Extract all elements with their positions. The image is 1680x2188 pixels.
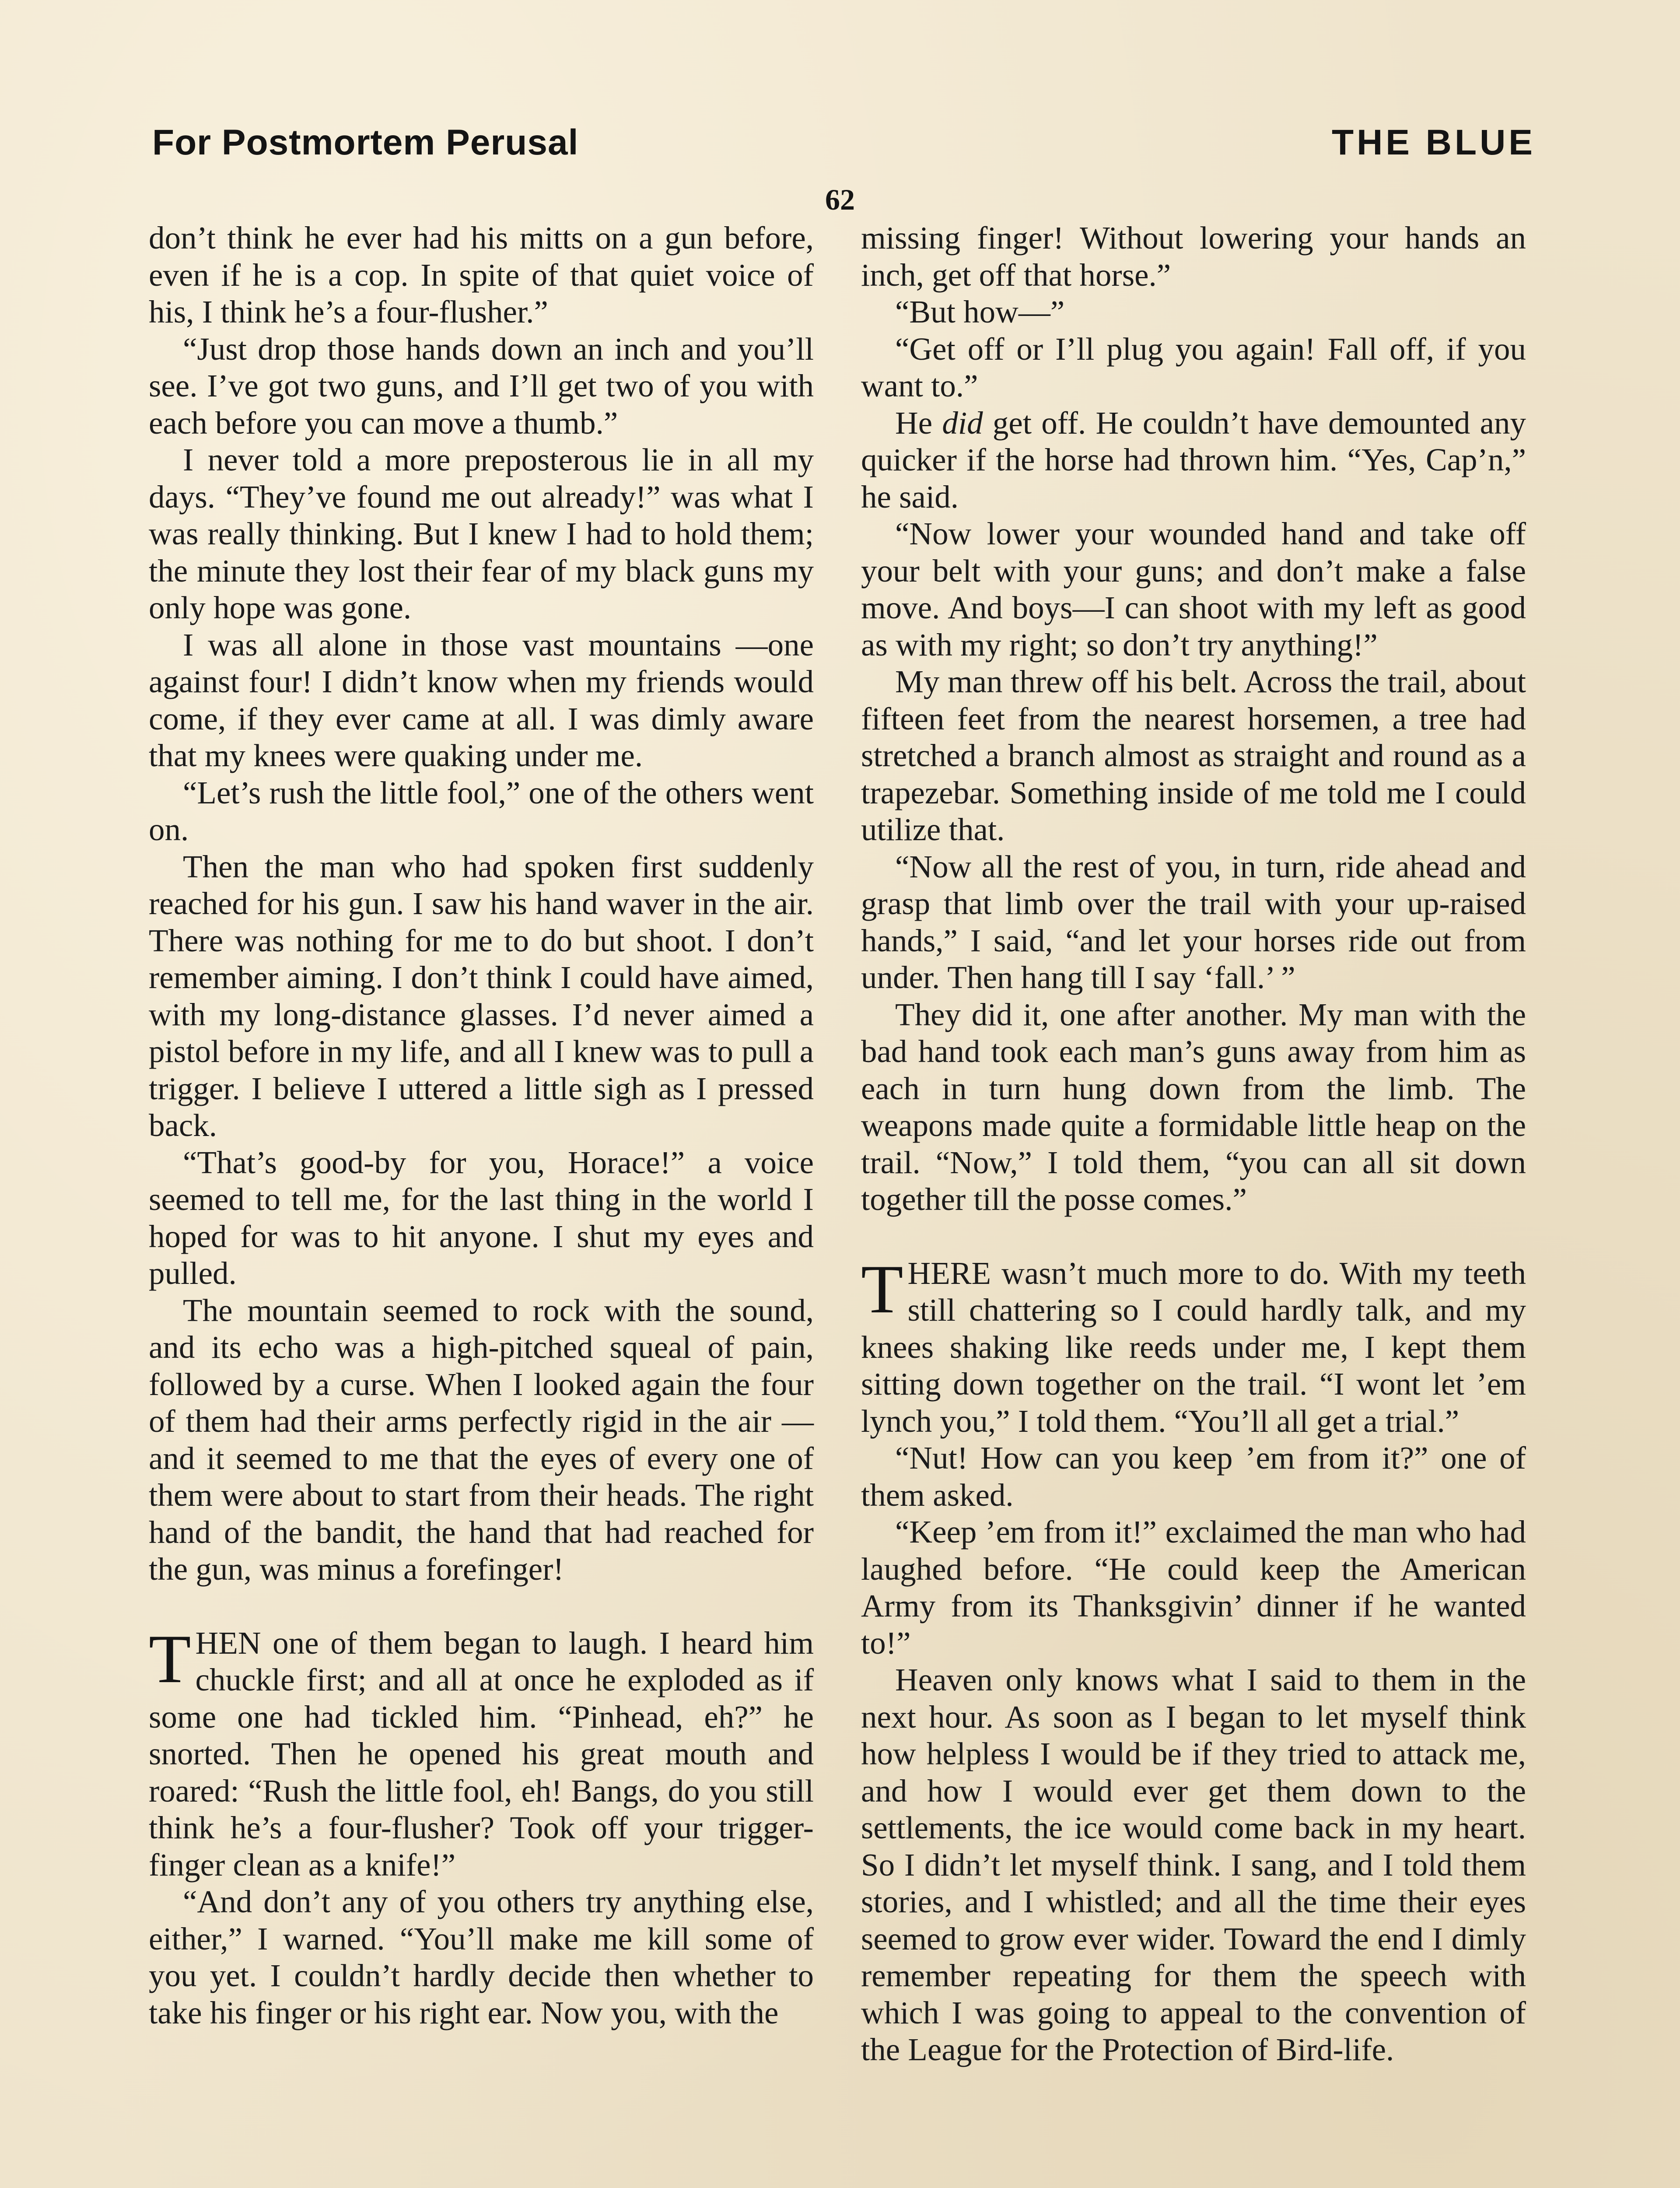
paragraph: I never told a more preposterous lie in all my days. “They’ve found me out already!” was what I was really thinking. But I knew I had to hold them; the minute they lost their fear of my black guns my only hope was gone. xyxy=(149,442,814,625)
left-text-column xyxy=(149,220,814,2031)
paragraph: Heaven only knows what I said to them in the next hour. As soon as I began to let myself think how helpless I would be if they tried to attack me, and how I would ever get them down to the settlements, the ice would come back in my heart. So I didn’t let myself think. I sang, and I told them stories, and I whistled; and all the time their eyes seemed to grow ever wider. Toward the end I dimly remember repeating for them the speech with which I was going to appeal to the convention of the League for the Protection of Bird-life. xyxy=(861,1662,1526,2067)
paragraph: I was all alone in those vast mountains —one against four! I didn’t know when my friends would come, if they ever came at all. I was dimly aware that my knees were quaking under me. xyxy=(149,627,814,773)
paragraph-text: HEN one of them began to laugh. I heard him chuckle first; and all at once he exploded as if some one had tickled him. “Pinhead, eh?” he snorted. Then he opened his great mouth and roared: “Rush the little fool, eh! Bangs, do you still think he’s a four-flusher? Took off your trigger-finger clean as a knife!” xyxy=(149,1625,814,1883)
paragraph xyxy=(861,405,1526,516)
italic-word: did xyxy=(942,405,983,441)
running-head-story-title: For Postmortem Perusal xyxy=(152,123,579,162)
paragraph-text: He xyxy=(895,405,942,441)
paragraph: “Keep ’em from it!” exclaimed the man who had laughed before. “He could keep the American Army from its Thanksgivin’ dinner if he wanted to!” xyxy=(861,1514,1526,1661)
page-number: 62 xyxy=(825,183,855,216)
section-paragraph xyxy=(861,1251,1526,1440)
section-paragraph xyxy=(149,1620,814,1884)
paragraph-text: get off. He couldn’t have demounted any quicker if the horse had thrown him. “Yes, Cap’n,” he said. xyxy=(861,405,1526,515)
paragraph: They did it, one after another. My man with the bad hand took each man’s guns away from him as each in turn hung down from the limb. The weapons made quite a formidable little heap on the trail. “Now,” I told them, “you can all sit down together till the posse comes.” xyxy=(861,996,1526,1217)
paragraph-text: HERE wasn’t much more to do. With my teeth still chattering so I could hardly talk, and my knees shaking like reeds under me, I kept them sitting down together on the trail. “I wont let ’em lynch you,” I told them. “You’ll all get a trial.” xyxy=(861,1255,1526,1439)
paragraph: “That’s good-by for you, Horace!” a voice seemed to tell me, for the last thing in the world I hoped for was to hit anyone. I shut my eyes and pulled. xyxy=(149,1144,814,1291)
paragraph: missing finger! Without lowering your hands an inch, get off that horse.” xyxy=(861,220,1526,293)
drop-cap: T xyxy=(149,1620,191,1697)
paragraph: “Now all the rest of you, in turn, ride ahead and grasp that limb over the trail with your up-raised hands,” I said, “and let your horses ride out from under. Then hang till I say ‘fall.’ ” xyxy=(861,849,1526,995)
paragraph: “And don’t any of you others try anything else, either,” I warned. “You’ll make me kill some of you yet. I couldn’t hardly decide then whether to take his finger or his right ear. Now you, with the xyxy=(149,1884,814,2030)
right-text-column xyxy=(861,220,1526,2069)
paragraph: “Nut! How can you keep ’em from it?” one of them asked. xyxy=(861,1440,1526,1513)
paragraph: “Get off or I’ll plug you again! Fall off, if you want to.” xyxy=(861,331,1526,403)
paragraph: don’t think he ever had his mitts on a gun before, even if he is a cop. In spite of that quiet voice of his, I think he’s a four-flusher.” xyxy=(149,220,814,330)
paragraph: My man threw off his belt. Across the trail, about fifteen feet from the nearest horsemen, a tree had stretched a branch almost as straight and round as a trapezebar. Something inside of me told me I could utilize that. xyxy=(861,664,1526,847)
running-head-magazine-name: THE BLUE xyxy=(1332,123,1536,162)
paragraph: “Just drop those hands down an inch and you’ll see. I’ve got two guns, and I’ll get two of you with each before you can move a thumb.” xyxy=(149,331,814,441)
paragraph: “But how—” xyxy=(895,294,1065,330)
paragraph: The mountain seemed to rock with the sound, and its echo was a high-pitched squeal of pain, followed by a curse. When I looked again the four of them had their arms perfectly rigid in the air — and it seemed to me that the eyes of every one of them were about to start from their heads. The right hand of the bandit, the hand that had reached for the gun, was minus a forefinger! xyxy=(149,1292,814,1587)
paragraph: “Now lower your wounded hand and take off your belt with your guns; and don’t make a false move. And boys—I can shoot with my left as good as with my right; so don’t try anything!” xyxy=(861,516,1526,663)
paragraph: Then the man who had spoken first suddenly reached for his gun. I saw his hand waver in the air. There was nothing for me to do but shoot. I don’t remember aiming. I don’t think I could have aimed, with my long-distance glasses. I’d never aimed a pistol before in my life, and all I knew was to pull a trigger. I believe I uttered a little sigh as I pressed back. xyxy=(149,849,814,1143)
paragraph: “Let’s rush the little fool,” one of the others went on. xyxy=(149,775,814,847)
drop-cap: T xyxy=(861,1251,903,1328)
